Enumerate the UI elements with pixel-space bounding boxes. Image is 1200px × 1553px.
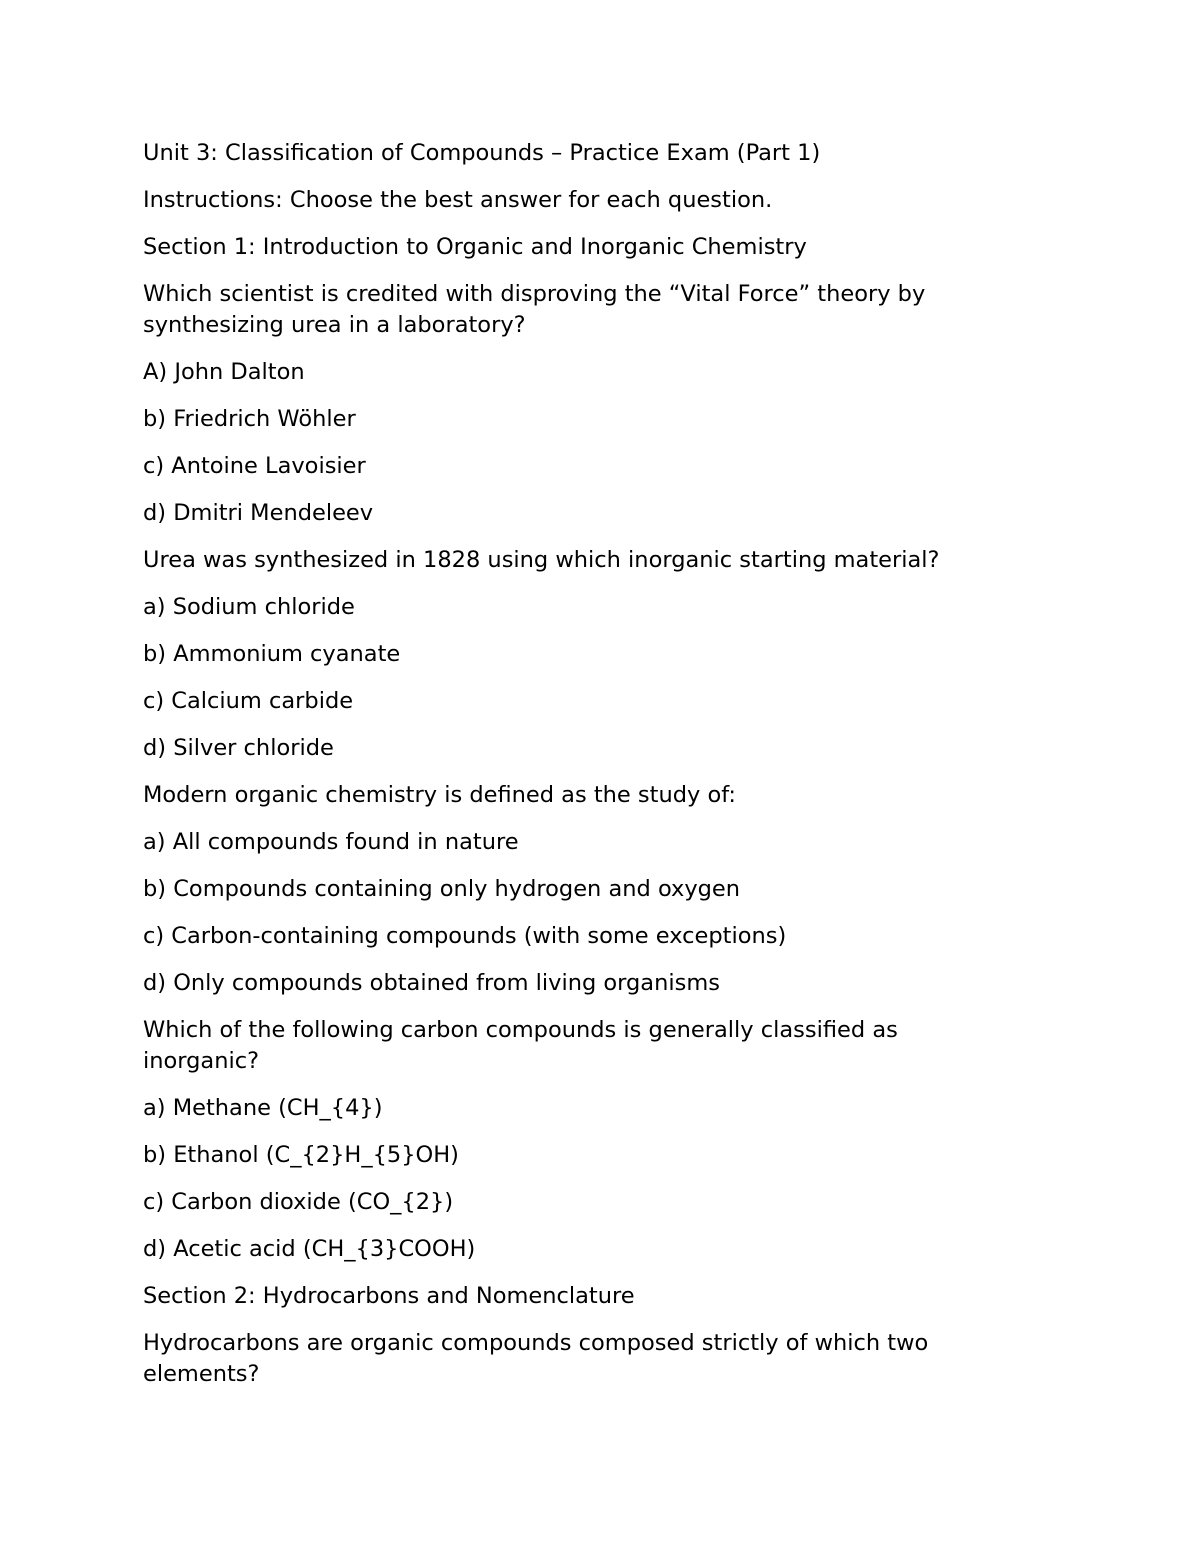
question-1-option-d: d) Dmitri Mendeleev	[143, 500, 374, 526]
question-1-option-b: b) Friedrich Wöhler	[143, 406, 356, 432]
question-4-option-a: a) Methane (CH_{4})	[143, 1095, 383, 1121]
section-2-heading: Section 2: Hydrocarbons and Nomenclature	[143, 1283, 635, 1309]
question-3-option-b: b) Compounds containing only hydrogen and oxygen	[143, 876, 741, 902]
question-3-option-d: d) Only compounds obtained from living organisms	[143, 970, 720, 996]
question-4-option-c: c) Carbon dioxide (CO_{2})	[143, 1189, 454, 1215]
question-1-option-c: c) Antoine Lavoisier	[143, 453, 366, 479]
question-3-option-a: a) All compounds found in nature	[143, 829, 519, 855]
question-3: Modern organic chemistry is defined as the study of:	[143, 782, 736, 808]
document-page	[143, 138, 1003, 1406]
question-5: Hydrocarbons are organic compounds composed strictly of which two elements?	[143, 1330, 929, 1387]
question-1: Which scientist is credited with disproving the “Vital Force” theory by synthesizing urea in a laboratory?	[143, 281, 926, 338]
question-4: Which of the following carbon compounds is generally classified as inorganic?	[143, 1017, 898, 1074]
question-4-option-d: d) Acetic acid (CH_{3}COOH)	[143, 1236, 476, 1262]
question-1-option-a: A) John Dalton	[143, 359, 305, 385]
section-1-heading: Section 1: Introduction to Organic and Inorganic Chemistry	[143, 234, 807, 260]
question-3-option-c: c) Carbon-containing compounds (with some exceptions)	[143, 923, 787, 949]
question-2-option-c: c) Calcium carbide	[143, 688, 354, 714]
document-title: Unit 3: Classification of Compounds – Practice Exam (Part 1)	[143, 140, 821, 166]
question-2-option-b: b) Ammonium cyanate	[143, 641, 401, 667]
question-2-option-a: a) Sodium chloride	[143, 594, 355, 620]
question-2: Urea was synthesized in 1828 using which inorganic starting material?	[143, 547, 940, 573]
question-4-option-b: b) Ethanol (C_{2}H_{5}OH)	[143, 1142, 459, 1168]
instructions: Instructions: Choose the best answer for each question.	[143, 187, 773, 213]
question-2-option-d: d) Silver chloride	[143, 735, 334, 761]
